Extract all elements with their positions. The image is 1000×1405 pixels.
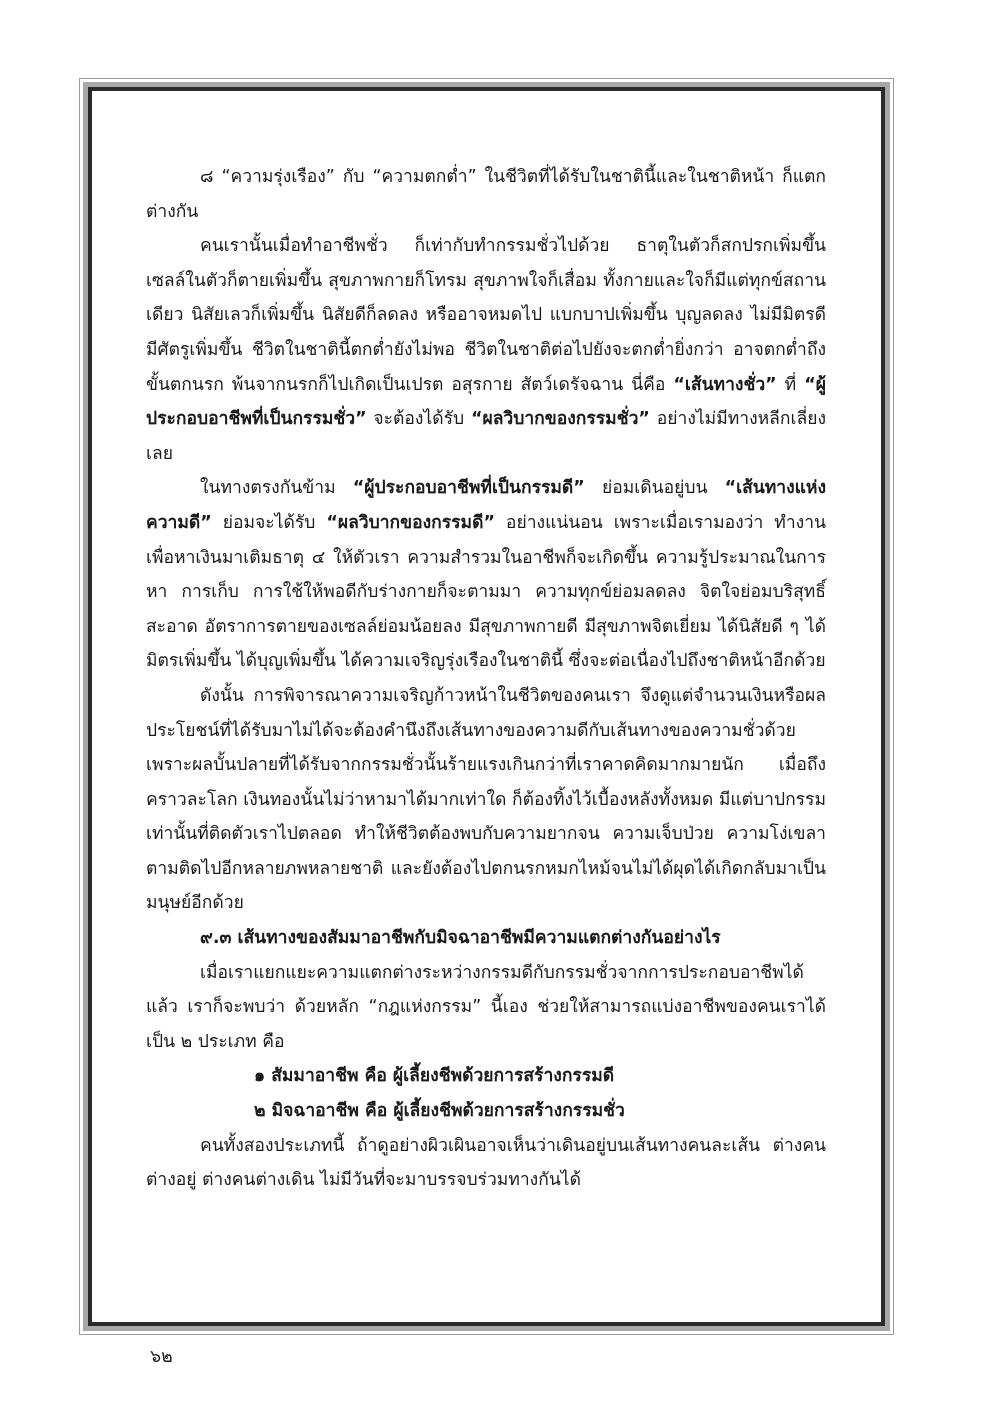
list-item-samma-archeep: ๑ สัมมาอาชีพ คือ ผู้เลี้ยงชีพด้วยการสร้างกรรมดี — [254, 1066, 615, 1087]
paragraph-2-bold-3: “ผลวิบากของกรรมชั่ว” — [470, 409, 650, 430]
page-content — [146, 160, 826, 1198]
paragraph-4: ดังนั้น การพิจารณาความเจริญก้าวหน้าในชีวิตของคนเรา จึงดูแต่จำนวนเงินหรือผลประโยชน์ที่ได้รับมาไม่ได้จะต้องคำนึงถึงเส้นทางของความดีกับเส้นทางของความชั่วด้วย เพราะผลบั้นปลายที่ได้รับจากกรรมชั่วนั้นร้ายแรงเกินกว่าที่เราคาดคิดมากมายนัก เมื่อถึงคราวละโลก เงินทองนั้นไม่ว่าหามาได้มากเท่าใด ก็ต้องทิ้งไว้เบื้องหลังทั้งหมด มีแต่บาปกรรมเท่านั้นที่ติดตัวเราไปตลอด ทำให้ชีวิตต้องพบกับความยากจน ความเจ็บป่วย ความโง่เขลาตามติดไปอีกหลายภพหลายชาติ และยังต้องไปตกนรกหมกไหม้จนไม่ได้ผุดได้เกิดกลับมาเป็นมนุษย์อีกด้วย — [146, 685, 826, 914]
paragraph-2-text-2: ที่ — [776, 374, 805, 395]
paragraph-3-bold-1: “ผู้ประกอบอาชีพที่เป็นกรรมดี” — [352, 478, 585, 499]
paragraph-3 — [146, 471, 826, 679]
page-number: ๖๒ — [150, 1347, 173, 1367]
paragraph-1: ๘ “ความรุ่งเรือง” กับ “ความตกต่ำ” ในชีวิตที่ได้รับในชาตินี้และในชาติหน้า ก็แตกต่างกัน — [146, 167, 826, 222]
section-heading: ๙.๓ เส้นทางของสัมมาอาชีพกับมิจฉาอาชีพมีความแตกต่างกันอย่างไร — [200, 928, 721, 949]
paragraph-2-bold-2: “ผู้ประกอบอาชีพที่เป็นกรรมชั่ว” — [146, 374, 826, 430]
paragraph-3-text-2: ย่อมเดินอยู่บน — [584, 478, 725, 499]
paragraph-3-text-1: ในทางตรงกันข้าม — [200, 478, 353, 499]
paragraph-3-bold-2: “เส้นทางแห่งความดี” — [146, 478, 826, 533]
paragraph-6: คนทั้งสองประเภทนี้ ถ้าดูอย่างผิวเผินอาจเห็นว่าเดินอยู่บนเส้นทางคนละเส้น ต่างคนต่างอยู่ ต่างคนต่างเดิน ไม่มีวันที่จะมาบรรจบร่วมทางกันได้ — [146, 1135, 826, 1191]
paragraph-3-text-3: ย่อมจะได้รับ — [211, 512, 327, 533]
paragraph-2-bold-1: “เส้นทางชั่ว” — [673, 374, 777, 395]
paragraph-5: เมื่อเราแยกแยะความแตกต่างระหว่างกรรมดีกับกรรมชั่วจากการประกอบอาชีพได้แล้ว เราก็จะพบว่า ด้วยหลัก “กฎแห่งกรรม” นี้เอง ช่วยให้สามารถแบ่งอาชีพของคนเราได้เป็น ๒ ประเภท คือ — [146, 962, 826, 1052]
paragraph-2-text-1: คนเรานั้นเมื่อทำอาชีพชั่ว ก็เท่ากับทำกรรมชั่วไปด้วย ธาตุในตัวก็สกปรกเพิ่มขึ้น เซลล์ในตัวก็ตายเพิ่มขึ้น สุขภาพกายก็โทรม สุขภาพใจก็เสื่อม ทั้งกายและใจก็มีแต่ทุกข์สถานเดียว นิสัยเลวก็เพิ่มขึ้น นิสัยดีก็ลดลง หรืออาจหมดไป แบกบาปเพิ่มขึ้น บุญลดลง ไม่มีมิตรดี มีศัตรูเพิ่มขึ้น ชีวิตในชาตินี้ตกต่ำยังไม่พอ ชีวิตในชาติต่อไปยังจะตกต่ำยิ่งกว่า อาจตกต่ำถึงขั้นตกนรก พ้นจากนรกก็ไปเกิดเป็นเปรต อสุรกาย สัตว์เดรัจฉาน นี่คือ — [146, 236, 826, 395]
paragraph-2 — [146, 229, 826, 471]
list-item-mitcha-archeep: ๒ มิจฉาอาชีพ คือ ผู้เลี้ยงชีพด้วยการสร้างกรรมชั่ว — [254, 1101, 625, 1122]
paragraph-2-text-3: จะต้องได้รับ — [366, 409, 471, 430]
paragraph-3-text-4: อย่างแน่นอน เพราะเมื่อเรามองว่า ทำงานเพื่อหาเงินมาเติมธาตุ ๔ ให้ตัวเรา ความสำรวมในอาชีพก็จะเกิดขึ้น ความรู้ประมาณในการหา การเก็บ การใช้ให้พอดีกับร่างกายก็จะตามมา ความทุกข์ย่อมลดลง จิตใจย่อมบริสุทธิ์สะอาด อัตราการตายของเซลล์ย่อมน้อยลง มีสุขภาพกายดี มีสุขภาพจิตเยี่ยม ได้นิสัยดี ๆ ได้มิตรเพิ่มขึ้น ได้บุญเพิ่มขึ้น ได้ความเจริญรุ่งเรืองในชาตินี้ ซึ่งจะต่อเนื่องไปถึงชาติหน้าอีกด้วย — [146, 512, 826, 672]
paragraph-3-bold-3: “ผลวิบากของกรรมดี” — [326, 512, 495, 533]
paragraph-2-text-4: อย่างไม่มีทางหลีกเลี่ยงเลย — [146, 409, 826, 464]
